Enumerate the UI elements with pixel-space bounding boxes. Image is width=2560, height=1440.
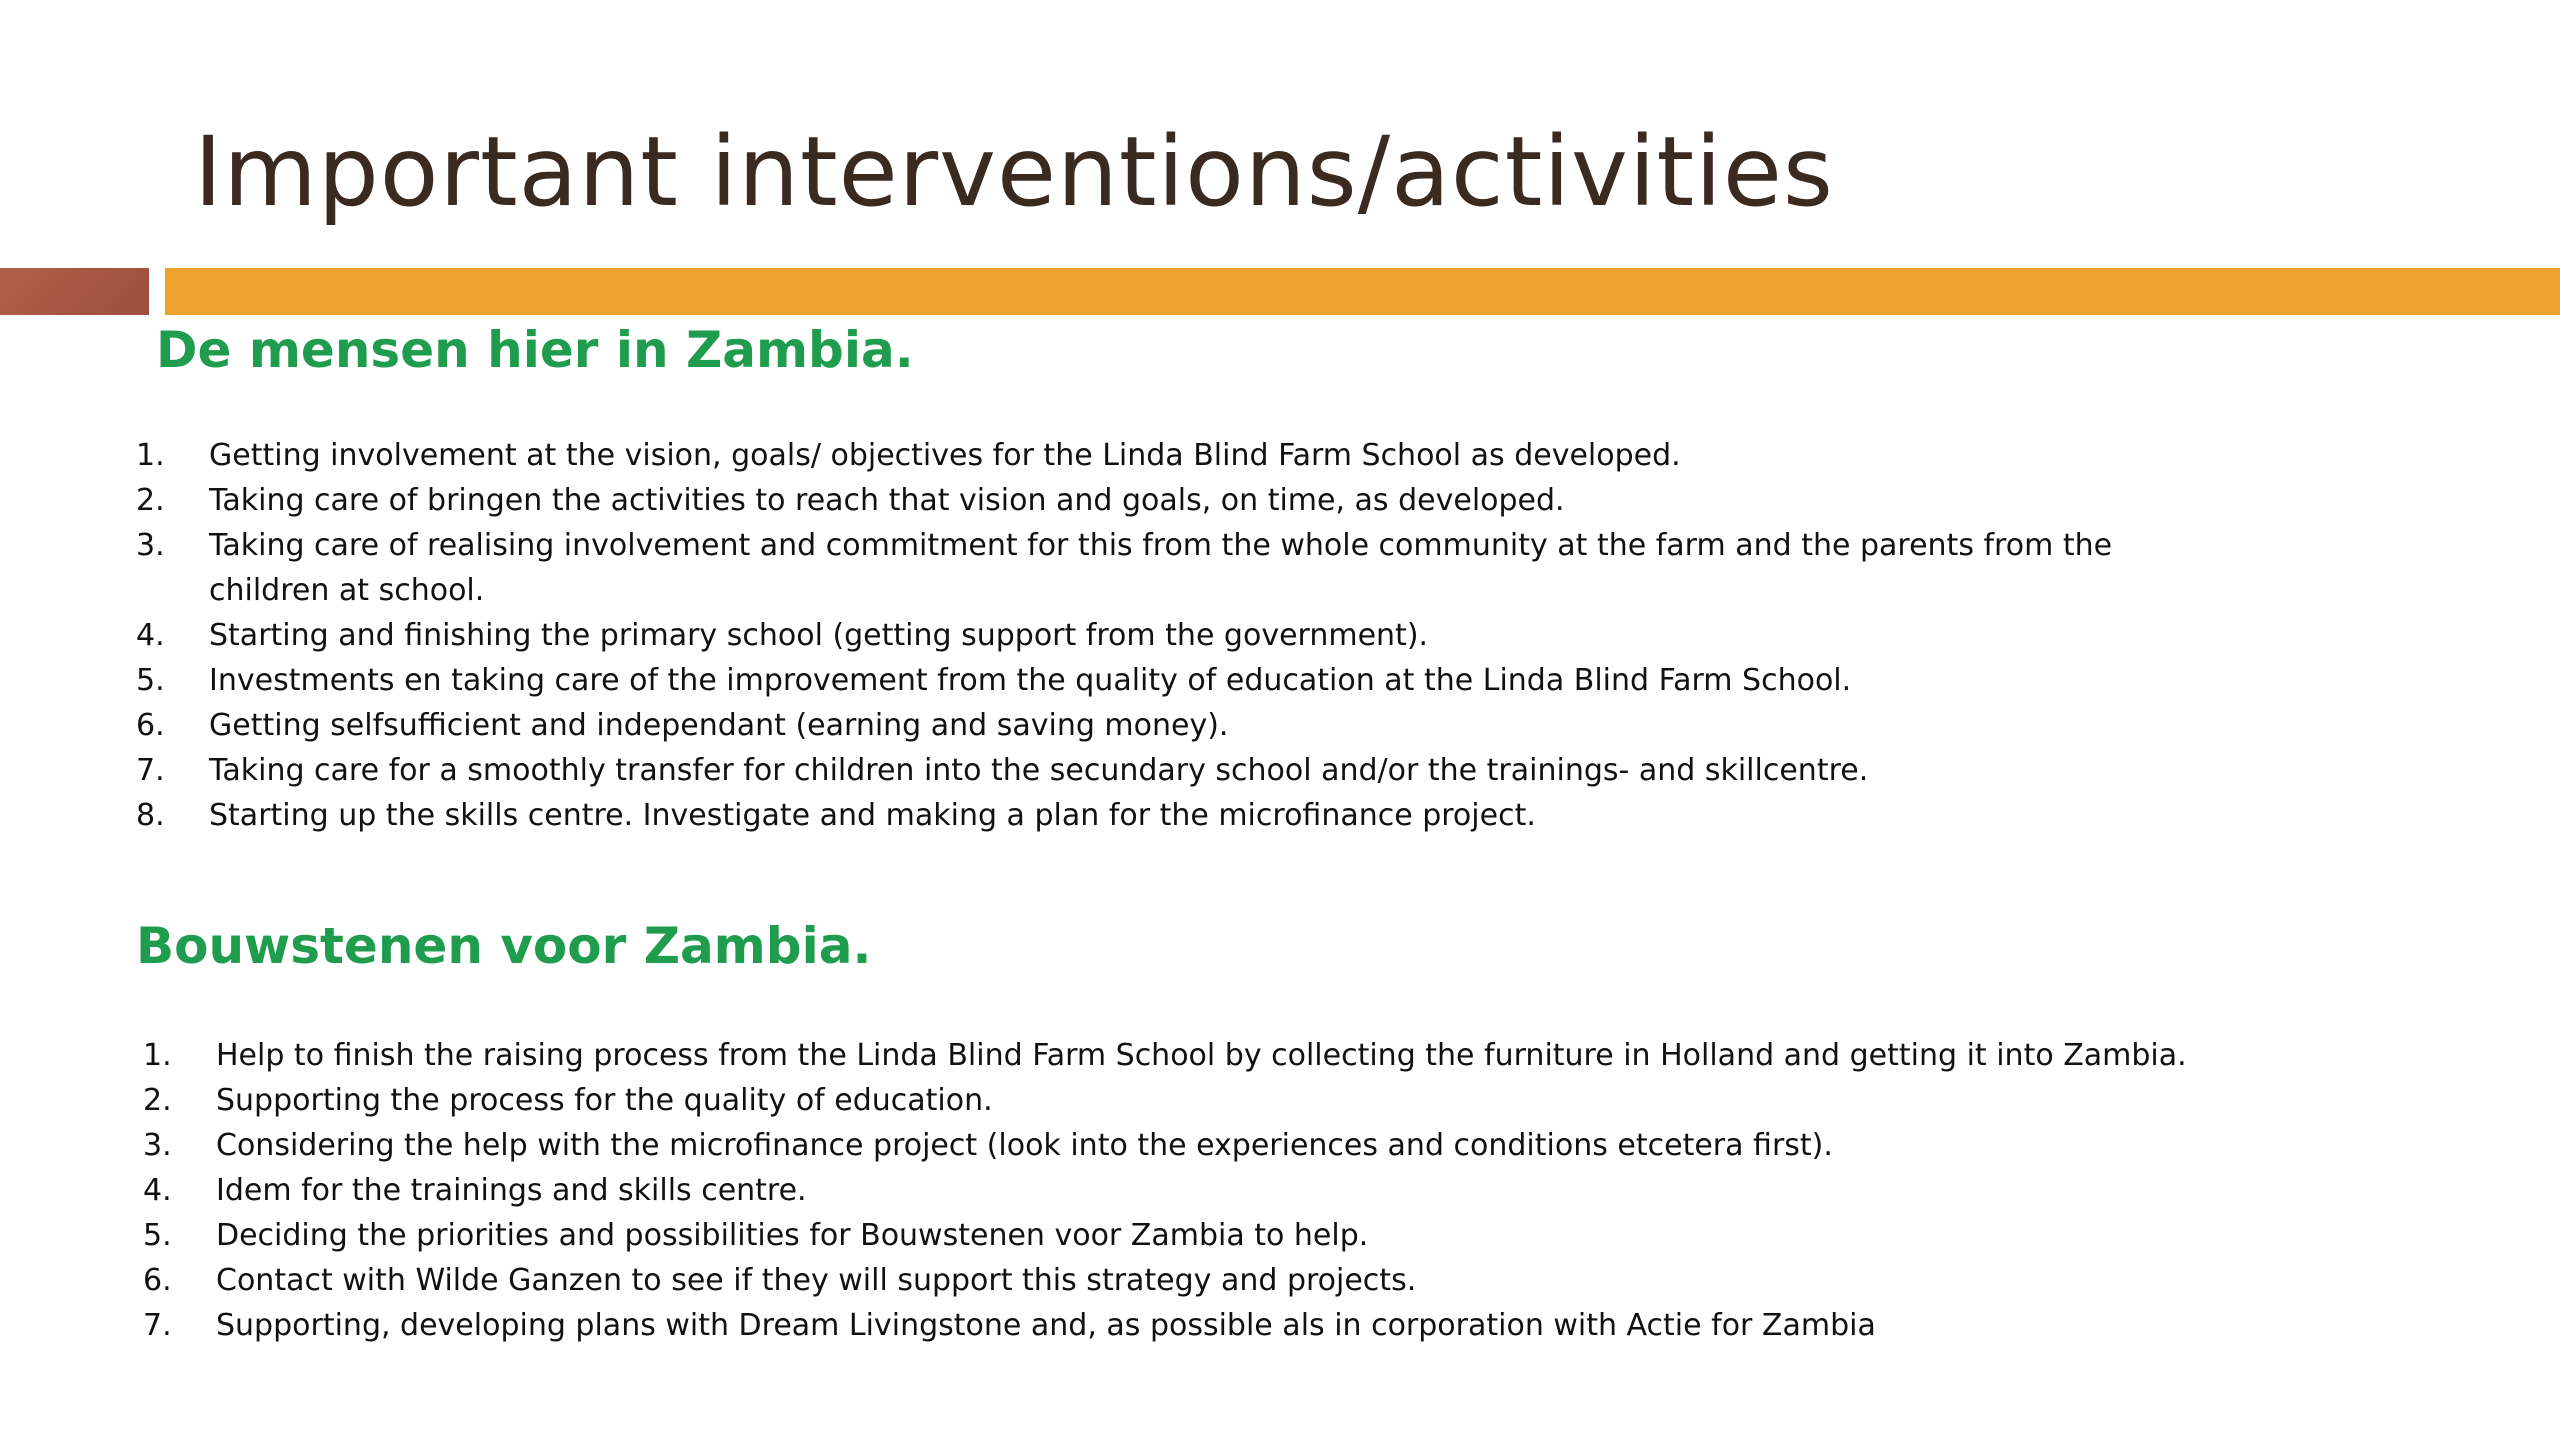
list-item-number: 1. [136,438,165,473]
list-item-number: 7. [143,1308,172,1343]
accent-bar-right [165,268,2560,315]
list-item [136,613,2236,658]
list-item-text: Taking care for a smoothly transfer for children into the secundary school and/or the trainings- and skillcentre. [209,753,1869,788]
list-item-text: Supporting, developing plans with Dream Livingstone and, as possible als in corporation with Actie for Zambia [216,1308,1876,1343]
list-item-text: Taking care of bringen the activities to reach that vision and goals, on time, as developed. [209,483,1565,518]
list-item [136,523,2236,613]
slide-title: Important interventions/activities [194,116,1834,228]
list-item [143,1303,2243,1348]
list-item-text: Contact with Wilde Ganzen to see if they will support this strategy and projects. [216,1263,1417,1298]
list-item-text: Help to finish the raising process from the Linda Blind Farm School by collecting the furniture in Holland and getting it into Zambia. [216,1038,2187,1073]
list-item [143,1078,2243,1123]
list-item-number: 2. [136,483,165,518]
list-item [136,748,2236,793]
list-item-number: 8. [136,798,165,833]
list-item-text: Starting up the skills centre. Investigate and making a plan for the microfinance project. [209,798,1536,833]
list-item-number: 5. [143,1218,172,1253]
list-item-text: Getting involvement at the vision, goals/ objectives for the Linda Blind Farm School as developed. [209,438,1681,473]
list-item [143,1033,2243,1078]
list-item-number: 2. [143,1083,172,1118]
list-item-number: 1. [143,1038,172,1073]
list-item [143,1213,2243,1258]
list-item [136,793,2236,838]
list-item [143,1168,2243,1213]
list-item [143,1123,2243,1168]
list-item-text: Supporting the process for the quality of education. [216,1083,993,1118]
list-item [136,478,2236,523]
list-item-number: 7. [136,753,165,788]
list-item-number: 3. [143,1128,172,1163]
list-item-number: 4. [143,1173,172,1208]
section-heading-mensen: De mensen hier in Zambia. [156,321,914,379]
list-item [143,1258,2243,1303]
list-item-number: 5. [136,663,165,698]
list-item [136,433,2236,478]
list-item-text: Considering the help with the microfinance project (look into the experiences and conditions etcetera first). [216,1128,1833,1163]
list-item-text: Idem for the trainings and skills centre. [216,1173,807,1208]
list-item-text: Deciding the priorities and possibilities for Bouwstenen voor Zambia to help. [216,1218,1369,1253]
list-item-number: 6. [136,708,165,743]
list-item-text: Investments en taking care of the improvement from the quality of education at the Linda Blind Farm School. [209,663,1852,698]
list-item [136,658,2236,703]
activity-list-mensen [136,433,2236,838]
list-item-text: Starting and finishing the primary school (getting support from the government). [209,618,1429,653]
list-item-text: Getting selfsufficient and independant (earning and saving money). [209,708,1229,743]
list-item-text: Taking care of realising involvement and commitment for this from the whole community at the farm and the parents from the children at school. [209,528,2113,608]
list-item-number: 6. [143,1263,172,1298]
list-item-number: 4. [136,618,165,653]
accent-bar-left [0,268,149,315]
activity-list-bouwstenen [143,1033,2243,1348]
list-item-number: 3. [136,528,165,563]
list-item [136,703,2236,748]
section-heading-bouwstenen: Bouwstenen voor Zambia. [136,917,872,975]
